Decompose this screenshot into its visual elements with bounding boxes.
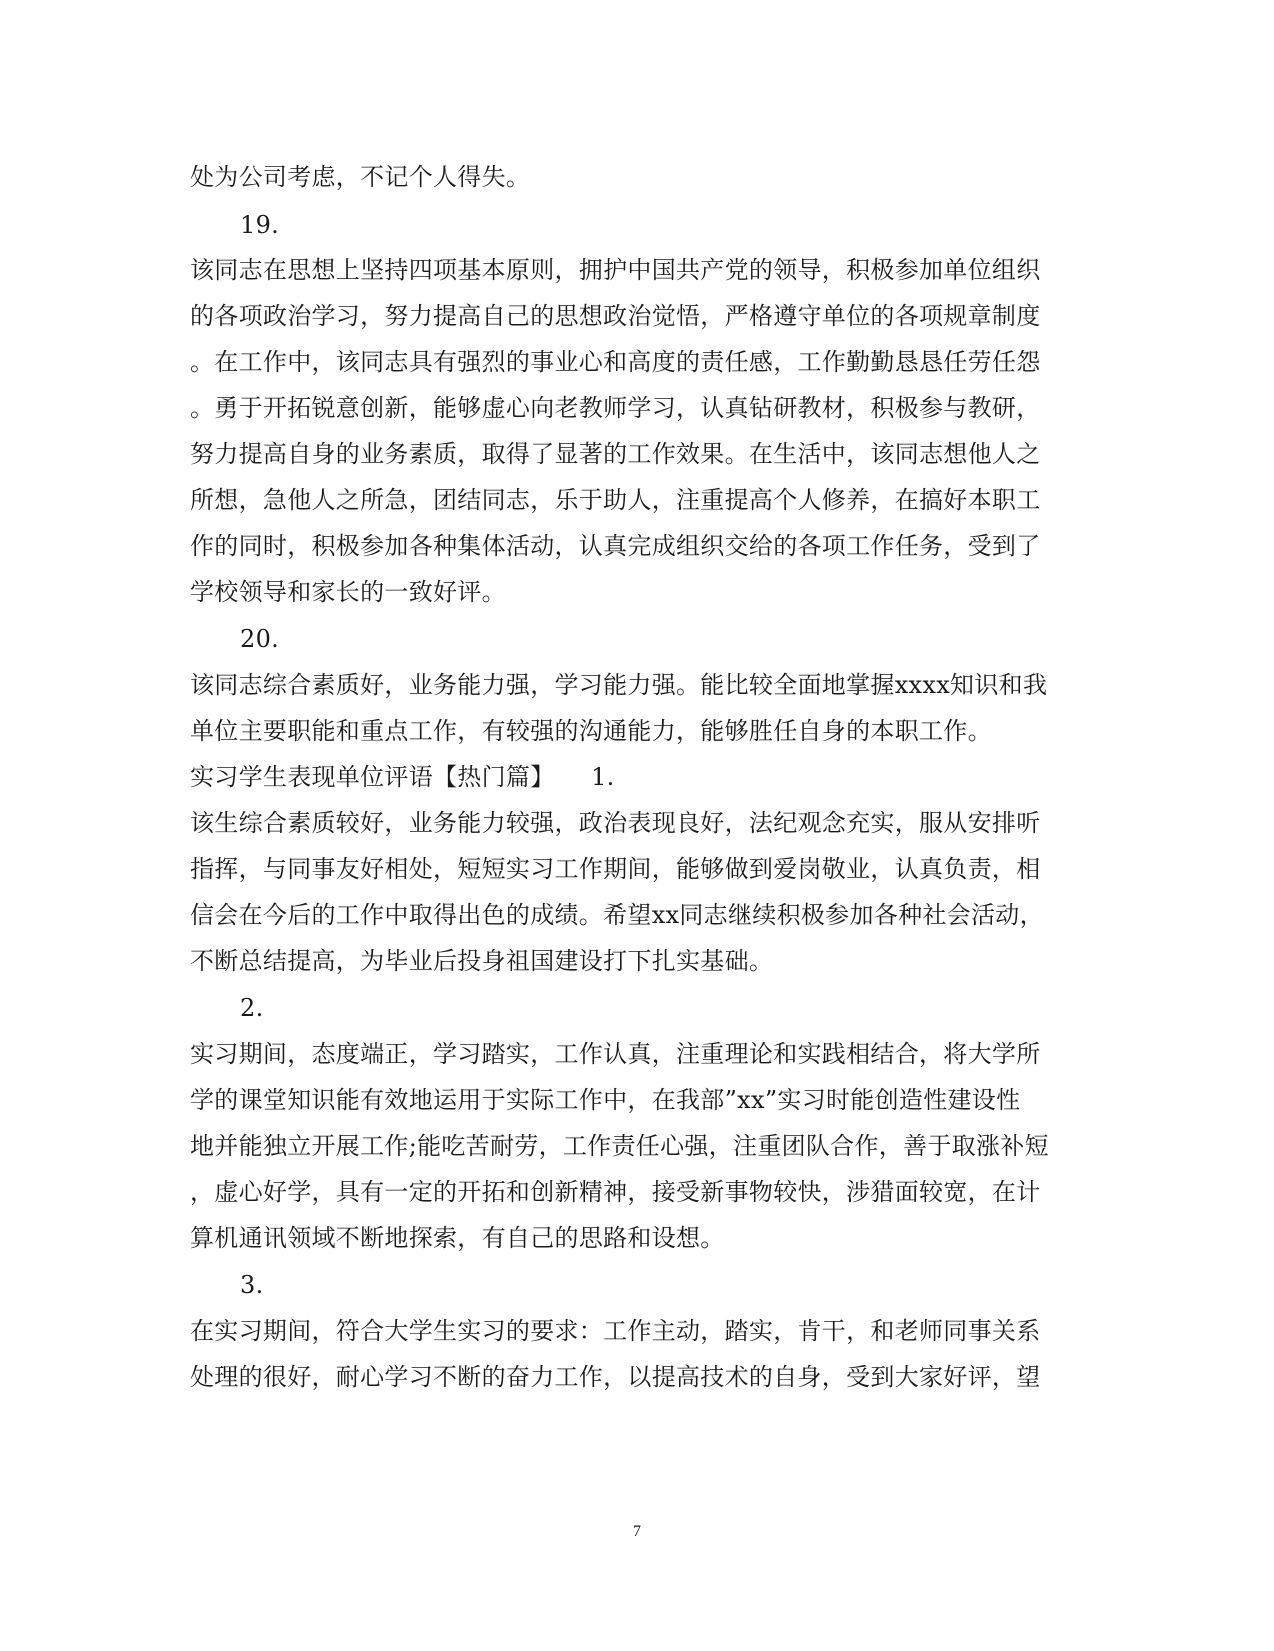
text-line: 单位主要职能和重点工作，有较强的沟通能力，能够胜任自身的本职工作。 [190, 717, 992, 745]
text-line: 实习期间，态度端正，学习踏实，工作认真，注重理论和实践相结合，将大学所 [190, 1040, 1041, 1068]
text-line: 在实习期间，符合大学生实习的要求：工作主动，踏实，肯干，和老师同事关系 [190, 1317, 1041, 1345]
text-line: 学校领导和家长的一致好评。 [190, 578, 506, 606]
section-heading: 实习学生表现单位评语【热门篇】 1. [190, 763, 615, 791]
item-number: 19. [240, 211, 280, 239]
page-number: 7 [633, 1523, 641, 1540]
text-line: 学的课堂知识能有效地运用于实际工作中，在我部”xx”实习时能创造性建设性 [190, 1086, 1021, 1114]
text-line: 信会在今后的工作中取得出色的成绩。希望xx同志继续积极参加各种社会活动， [190, 901, 1044, 929]
text-line: 。勇于开拓锐意创新，能够虚心向老教师学习，认真钻研教材，积极参与教研， [190, 394, 1041, 422]
item-number: 3. [240, 1271, 264, 1299]
text-line: 。在工作中，该同志具有强烈的事业心和高度的责任感，工作勤勤恳恳任劳任怨 [190, 348, 1041, 376]
text-line: 该生综合素质较好，业务能力较强，政治表现良好，法纪观念充实，服从安排听 [190, 809, 1041, 837]
text-line: 处理的很好，耐心学习不断的奋力工作，以提高技术的自身，受到大家好评，望 [190, 1363, 1041, 1391]
item-number: 20. [240, 625, 280, 653]
text-line: 的各项政治学习，努力提高自己的思想政治觉悟，严格遵守单位的各项规章制度 [190, 302, 1041, 330]
text-line: 指挥，与同事友好相处，短短实习工作期间，能够做到爱岗敬业，认真负责，相 [190, 855, 1041, 883]
text-line: 处为公司考虑，不记个人得失。 [190, 163, 531, 191]
text-line: 该同志在思想上坚持四项基本原则，拥护中国共产党的领导，积极参加单位组织 [190, 256, 1041, 284]
text-line: 该同志综合素质好，业务能力强，学习能力强。能比较全面地掌握xxxx知识和我 [190, 671, 1048, 699]
text-line: 地并能独立开展工作;能吃苦耐劳，工作责任心强，注重团队合作，善于取涨补短 [190, 1132, 1049, 1160]
text-line: 所想，急他人之所急，团结同志，乐于助人，注重提高个人修养，在搞好本职工 [190, 486, 1041, 514]
text-line: 作的同时，积极参加各种集体活动，认真完成组织交给的各项工作任务，受到了 [190, 532, 1041, 560]
item-number: 2. [240, 994, 264, 1022]
text-line: 算机通讯领域不断地探索，有自己的思路和设想。 [190, 1224, 725, 1252]
text-line: ，虚心好学，具有一定的开拓和创新精神，接受新事物较快，涉猎面较宽，在计 [190, 1178, 1041, 1206]
text-line: 不断总结提高，为毕业后投身祖国建设打下扎实基础。 [190, 947, 774, 975]
text-line: 努力提高自身的业务素质，取得了显著的工作效果。在生活中，该同志想他人之 [190, 440, 1041, 468]
